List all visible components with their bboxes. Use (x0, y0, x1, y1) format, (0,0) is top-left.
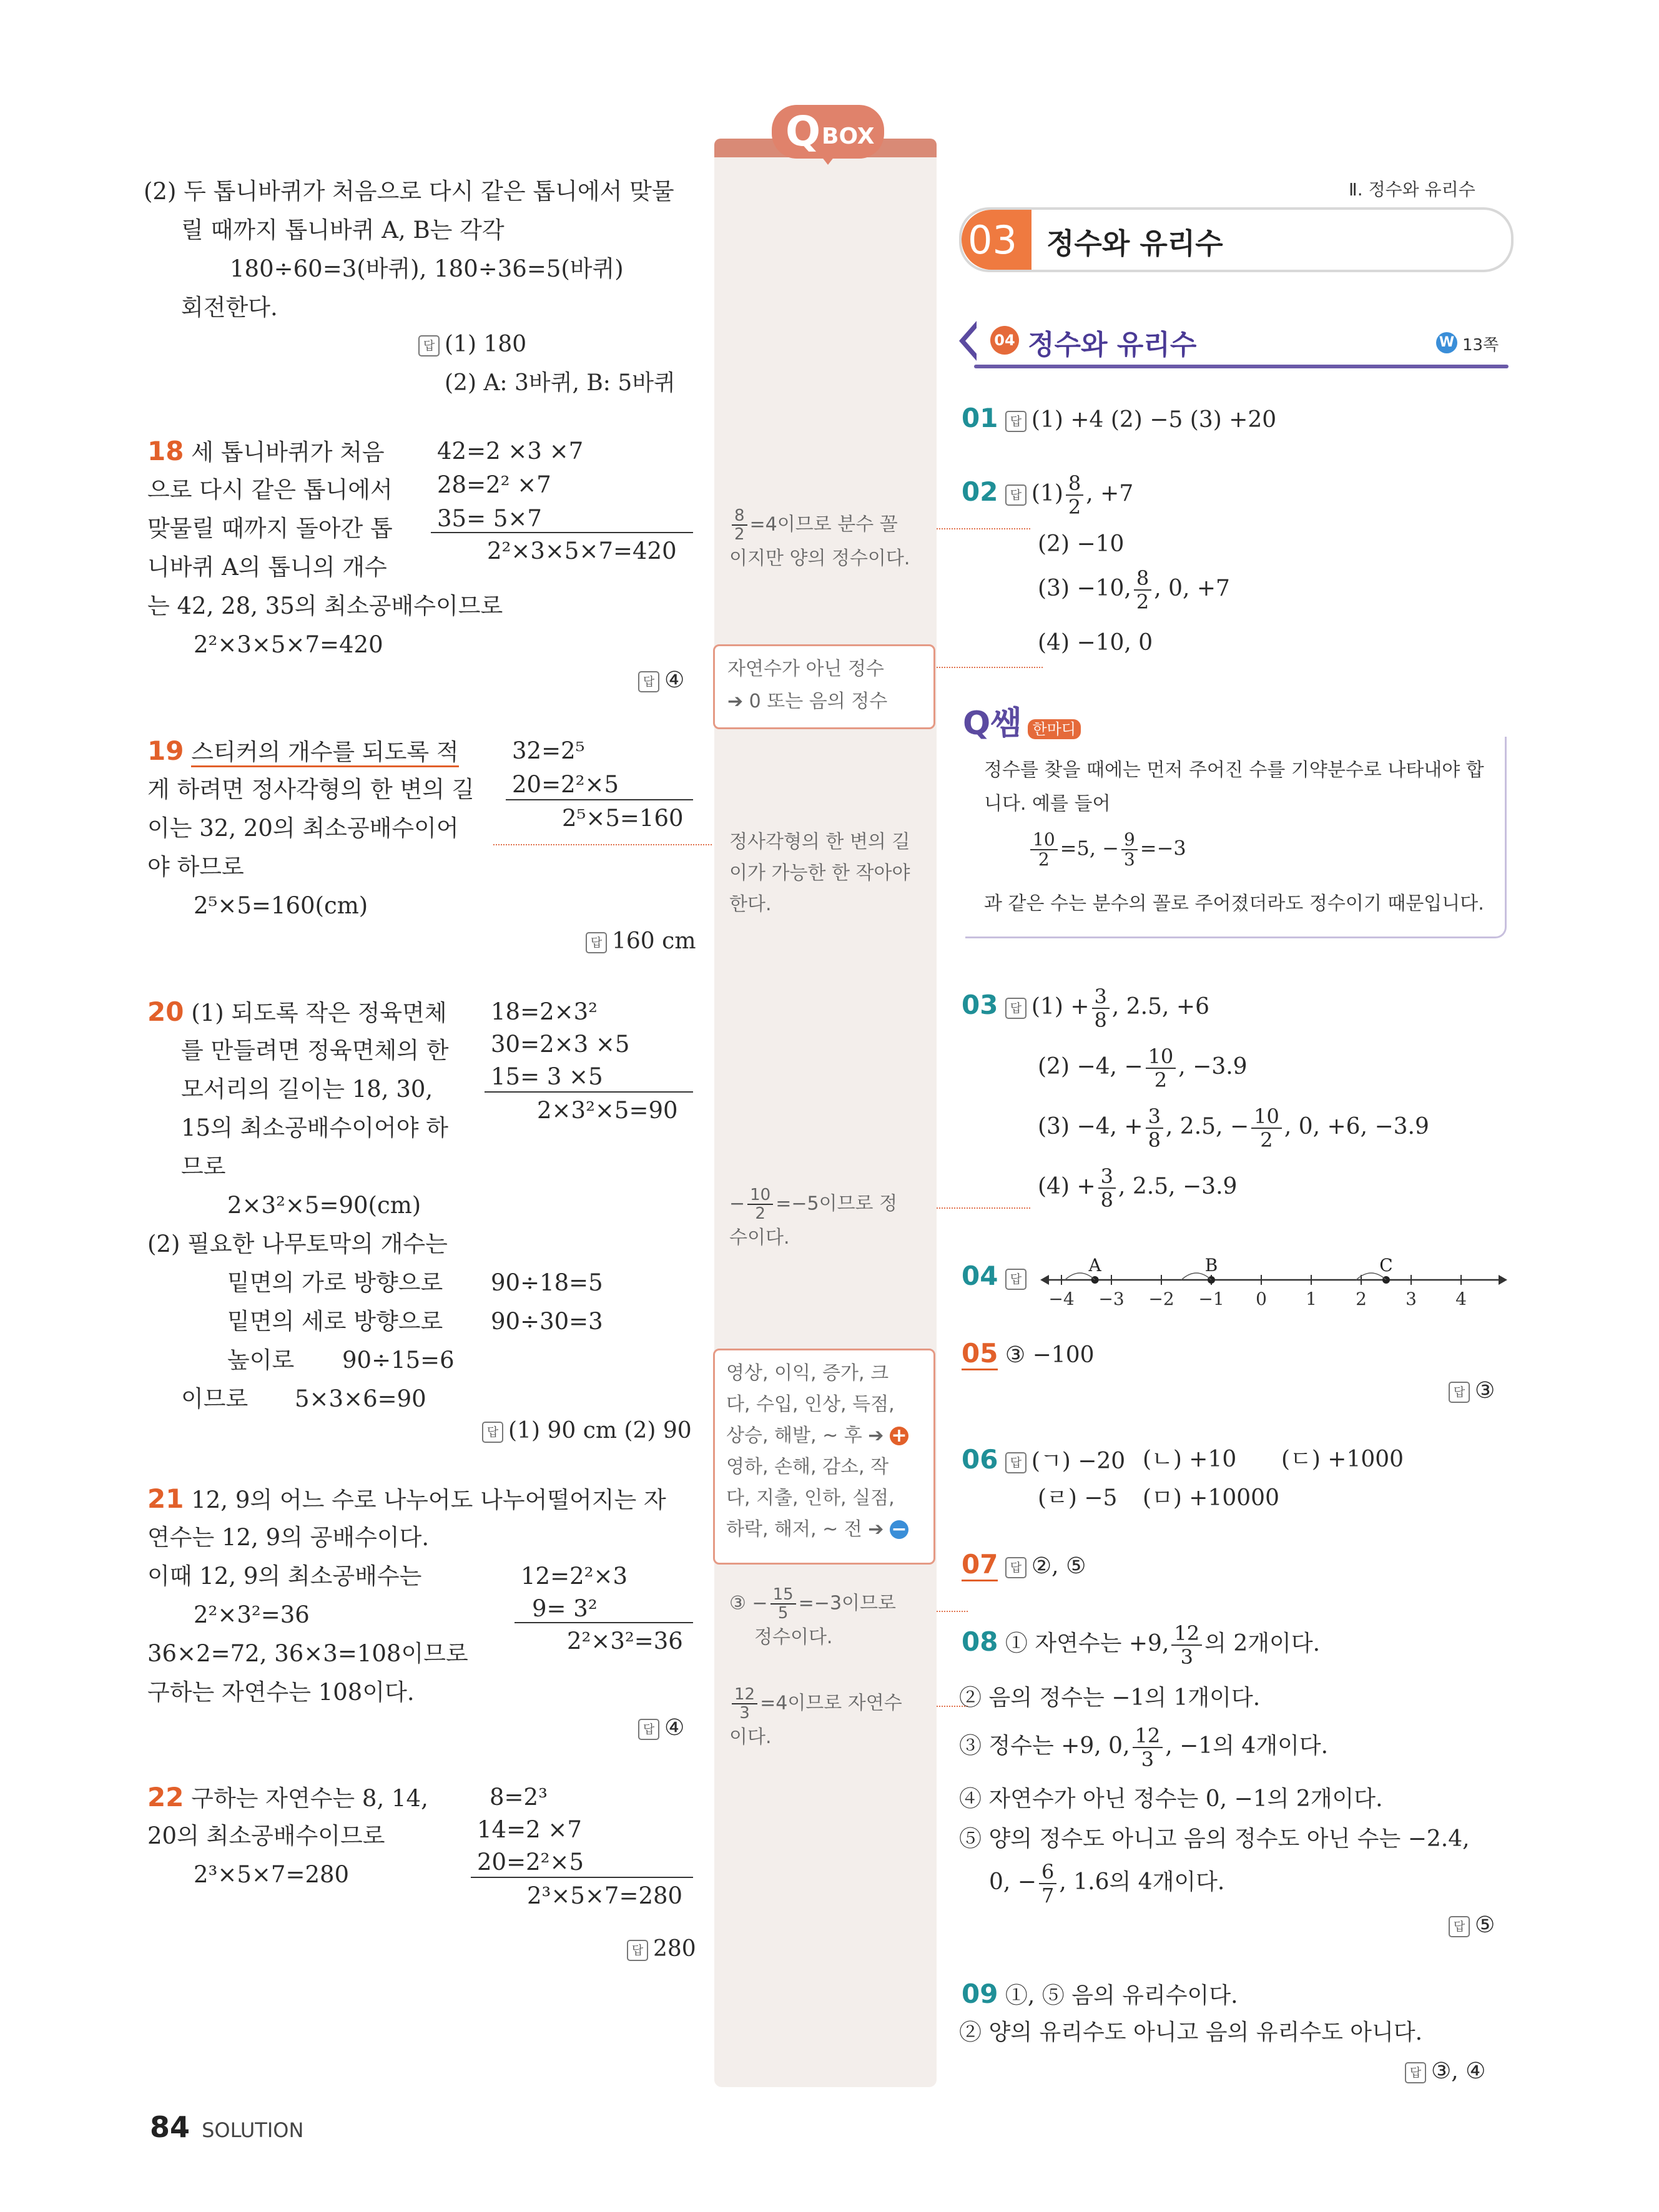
minus-circle-icon: − (890, 1520, 908, 1539)
qbox-connector-1 (937, 528, 1030, 529)
p22-factor-3: 20=2²×5 (477, 1849, 584, 1875)
answer-03-line-1: 03 답 (1) + $\frac{3}{8}$ , 2.5, +6 (962, 985, 1209, 1032)
number-line-tick-label: −4 (1048, 1289, 1075, 1309)
qbox-connector-2 (937, 667, 1043, 668)
p21-answer: 답 ④ (638, 1709, 684, 1747)
p20-line-8b: 90÷18=5 (491, 1269, 603, 1296)
number-line-point-label: C (1379, 1255, 1393, 1276)
qbox-note-6: ③ − $\frac{15}{5}$ =−3이므로 정수이다. (729, 1585, 896, 1648)
qbox-note-7: $\frac{12}{3}$ =4이므로 자연수 이다. (729, 1685, 902, 1748)
qbox-note-2: 자연수가 아닌 정수 ➔ 0 또는 음의 정수 (713, 644, 935, 729)
answer-02-line-1: 02 답 (1) $\frac{8}{2}$ , +7 (962, 471, 1134, 519)
answer-04: 04 답 (962, 1257, 1031, 1297)
p17-answer-1: 답 (1) 180 (418, 326, 526, 363)
p20-factor-1: 18=2×3² (491, 998, 598, 1025)
p18-line-2: 으로 다시 같은 톱니에서 (147, 476, 393, 503)
p20-line-3: 모서리의 길이는 18, 30, (181, 1076, 433, 1103)
number-line-tick-label: 1 (1306, 1289, 1317, 1309)
p19-line-1: 19 스티커의 개수를 되도록 적 (147, 735, 459, 766)
p19-factor-2: 20=2²×5 (512, 771, 619, 798)
qbox-note-5: 영상, 이익, 증가, 크 다, 수입, 인상, 득점, 상승, 해발, ~ 후 ➔ + 영하, 손해, 감소, 작 다, 지출, 인하, 실점, 하락, 해저, ~ 전 ➔ − (713, 1349, 935, 1565)
number-line-tick-label: −1 (1198, 1289, 1224, 1309)
p21-line-4: 2²×3²=36 (194, 1601, 310, 1628)
workbook-icon: W (1436, 332, 1457, 353)
number-line-arrow-left (1040, 1275, 1049, 1285)
p17-line-2: 릴 때까지 톱니바퀴 A, B는 각각 (181, 217, 505, 243)
p19-line-3: 이는 32, 20의 최소공배수이어 (147, 815, 459, 842)
p20-line-9a: 밑면의 세로 방향으로 (227, 1308, 443, 1335)
p20-answer: 답 (1) 90 cm (2) 90 (482, 1412, 692, 1450)
qbox-note-1: $\frac{8}{2}$ =4이므로 분수 꼴 이지만 양의 정수이다. (729, 506, 910, 569)
p20-factor-2: 30=2×3 ×5 (491, 1031, 630, 1058)
p20-line-10b: 90÷15=6 (342, 1347, 455, 1374)
answer-08-line-5: ⑤ 양의 정수도 아니고 음의 정수도 아닌 수는 −2.4, (959, 1826, 1470, 1852)
p21-line-6: 구하는 자연수는 108이다. (147, 1679, 415, 1706)
p20-line-9b: 90÷30=3 (491, 1308, 603, 1335)
p18-line-6: 2²×3×5×7=420 (194, 631, 383, 658)
p19-answer: 답 160 cm (586, 923, 696, 960)
answer-05: 05 ③ −100 (962, 1335, 1095, 1374)
answer-08-line-2: ② 음의 정수는 −1의 1개이다. (959, 1685, 1261, 1711)
answer-05-final: 답 ③ (1449, 1372, 1495, 1410)
qssaem-box: 정수를 찾을 때에는 먼저 주어진 수를 기약분수로 나타내야 합 니다. 예를 들어 $\frac{10}{2}$ =5, − $\frac{9}{3}$ =−3 과 같은 수는 분수의 꼴로 주어졌더라도 정수이기 때문입니다. (965, 737, 1507, 938)
p17-line-3: 180÷60=3(바퀴), 180÷36=5(바퀴) (230, 255, 624, 282)
answer-09-line-2: ② 양의 유리수도 아니고 음의 유리수도 아니다. (959, 2020, 1423, 2045)
p22-line-2: 20의 최소공배수이므로 (147, 1822, 385, 1849)
p17-answer-2: (2) A: 3바퀴, B: 5바퀴 (445, 370, 676, 396)
p21-factor-1: 12=2²×3 (521, 1563, 628, 1590)
p19-line-5: 2⁵×5=160(cm) (194, 892, 368, 919)
p19-line-2: 게 하려면 정사각형의 한 변의 길 (147, 776, 475, 803)
number-line-tick-label: −3 (1098, 1289, 1125, 1309)
number-line-tick-label: 2 (1356, 1289, 1367, 1309)
answer-02-line-3: (3) −10, $\frac{8}{2}$ , 0, +7 (1038, 566, 1230, 614)
subsection-header (959, 317, 1509, 371)
p18-answer: 답 ④ (638, 662, 684, 699)
answer-07: 07 답 ②, ⑤ (962, 1546, 1086, 1585)
qbox-box-label: BOX (822, 124, 875, 149)
p20-line-11b: 5×3×6=90 (295, 1385, 426, 1412)
p19-line-4: 야 하므로 (147, 853, 244, 880)
p21-factor-2: 9= 3² (532, 1595, 598, 1622)
p21-line-2: 연수는 12, 9의 공배수이다. (147, 1524, 430, 1551)
answer-06-c: (ㄷ) +1000 (1281, 1447, 1404, 1472)
p18-line-5: 는 42, 28, 35의 최소공배수이므로 (147, 592, 503, 619)
number-line-point-label: A (1088, 1255, 1101, 1276)
p19-result: 2⁵×5=160 (562, 805, 684, 832)
p18-line-1: 18 세 톱니바퀴가 처음 (147, 436, 385, 466)
p22-factor-2: 14=2 ×7 (477, 1816, 582, 1843)
footer (150, 2110, 303, 2144)
p22-factor-1: 8=2³ (490, 1784, 548, 1811)
p21-line-5: 36×2=72, 36×3=108이므로 (147, 1640, 468, 1667)
answer-08-line-4: ④ 자연수가 아닌 정수는 0, −1의 2개이다. (959, 1786, 1383, 1812)
p20-result: 2×3²×5=90 (537, 1097, 678, 1124)
answer-06-b: (ㄴ) +10 (1143, 1447, 1237, 1472)
qbox-note-4: − $\frac{10}{2}$ =−5이므로 정 수이다. (729, 1186, 898, 1249)
number-line-tick-label: 4 (1455, 1289, 1467, 1309)
p18-line-3: 맞물릴 때까지 돌아간 톱 (147, 515, 393, 542)
p21-line-1: 21 12, 9의 어느 수로 나누어도 나누어떨어지는 자 (147, 1483, 666, 1514)
p22-result: 2³×5×7=280 (527, 1882, 683, 1909)
p22-answer: 답 280 (627, 1930, 696, 1968)
qssaem-sub: 한마디 (1028, 719, 1081, 739)
qbox-note-3: 정사각형의 한 변의 길 이가 가능한 한 작아야 한다. (729, 831, 910, 915)
subsection-number: 04 (990, 326, 1019, 355)
qbox-connector-6 (937, 1611, 968, 1612)
answer-01: 01 답 (1) +4 (2) −5 (3) +20 (962, 403, 1277, 433)
section-number: 03 (968, 217, 1017, 263)
answer-06-e: (ㅁ) +10000 (1143, 1485, 1279, 1511)
answer-03-line-2: (2) −4, − $\frac{10}{2}$ , −3.9 (1038, 1045, 1248, 1092)
qbox-column (714, 142, 937, 2087)
qbox-q: Q (785, 107, 821, 155)
qbox-badge (772, 105, 884, 167)
p20-line-2: 를 만들려면 정육면체의 한 (181, 1037, 449, 1064)
answer-09-line-1: 09 ①, ⑤ 음의 유리수이다. (962, 1979, 1238, 2009)
p18-factor-1: 42=2 ×3 ×7 (437, 438, 584, 465)
qssaem-logo: Q쌤 (963, 705, 1022, 742)
p20-line-7: (2) 필요한 나무토막의 개수는 (147, 1231, 448, 1257)
p20-line-4: 15의 최소공배수이어야 하 (181, 1114, 449, 1141)
p18-result: 2²×3×5×7=420 (487, 538, 677, 564)
subsection-title: 정수와 유리수 (1028, 329, 1197, 361)
answer-06-line-1: 06 답 (ㄱ) −20 (962, 1444, 1126, 1475)
section-header (959, 207, 1514, 272)
number-line-point-label: B (1204, 1255, 1218, 1276)
number-line-tick-label: 3 (1405, 1289, 1417, 1309)
page-number: 84 (150, 2110, 190, 2144)
p20-line-5: 므로 (181, 1153, 226, 1180)
answer-06-d: (ㄹ) −5 (1038, 1485, 1118, 1511)
p22-line-1: 22 구하는 자연수는 8, 14, (147, 1782, 428, 1812)
p20-line-8a: 밑면의 가로 방향으로 (227, 1269, 443, 1296)
answer-03-line-4: (4) + $\frac{3}{8}$ , 2.5, −3.9 (1038, 1164, 1238, 1212)
answer-08-line-3: ③ 정수는 +9, 0, $\frac{12}{3}$ , −1의 4개이다. (959, 1724, 1329, 1771)
p20-line-10a: 높이로 (227, 1347, 295, 1374)
number-line (1036, 1242, 1511, 1311)
p20-line-1: 20 (1) 되도록 작은 정육면체 (147, 996, 447, 1027)
plus-circle-icon: + (890, 1427, 908, 1445)
number-line-arrow-right (1499, 1275, 1507, 1285)
p22-line-3: 2³×5×7=280 (194, 1861, 350, 1888)
answer-09-final: 답 ③, ④ (1405, 2053, 1485, 2090)
p18-line-4: 니바퀴 A의 톱니의 개수 (147, 554, 387, 581)
p20-line-6: 2×3²×5=90(cm) (227, 1192, 421, 1219)
answer-icon: 답 (418, 335, 440, 356)
p20-factor-3: 15= 3 ×5 (491, 1063, 603, 1090)
chapter-label: Ⅱ. 정수와 유리수 (1349, 179, 1475, 200)
p17-line-1: (2) 두 톱니바퀴가 처음으로 다시 같은 톱니에서 맞물 (144, 178, 674, 205)
answer-08-line-1: 08 ① 자연수는 +9, $\frac{12}{3}$ 의 2개이다. (962, 1621, 1321, 1669)
qbox-connector-4 (937, 1207, 1030, 1209)
qbox-connector-3 (493, 844, 712, 845)
p19-factor-1: 32=2⁵ (512, 737, 585, 764)
answer-08-line-6: 0, − $\frac{6}{7}$ , 1.6의 4개이다. (989, 1860, 1225, 1907)
p18-factor-3: 35= 5×7 (437, 505, 542, 532)
answer-02-line-4: (4) −10, 0 (1038, 630, 1153, 656)
answer-03-line-3: (3) −4, + $\frac{3}{8}$ , 2.5, − $\frac{10}{2}$ , 0, +6, −3.9 (1038, 1104, 1429, 1152)
answer-08-final: 답 ⑤ (1449, 1907, 1495, 1944)
answer-02-line-2: (2) −10 (1038, 531, 1125, 557)
p21-line-3: 이때 12, 9의 최소공배수는 (147, 1563, 422, 1590)
number-line-tick-label: 0 (1256, 1289, 1267, 1309)
section-title: 정수와 유리수 (1046, 227, 1223, 260)
p17-line-4: 회전한다. (181, 294, 278, 321)
p18-factor-2: 28=2² ×7 (437, 471, 551, 498)
p20-line-11a: 이므로 (181, 1385, 249, 1412)
number-line-tick-label: −2 (1148, 1289, 1174, 1309)
footer-label: SOLUTION (202, 2118, 304, 2142)
p21-result: 2²×3²=36 (567, 1628, 683, 1654)
reference-page: 13쪽 (1462, 336, 1499, 355)
